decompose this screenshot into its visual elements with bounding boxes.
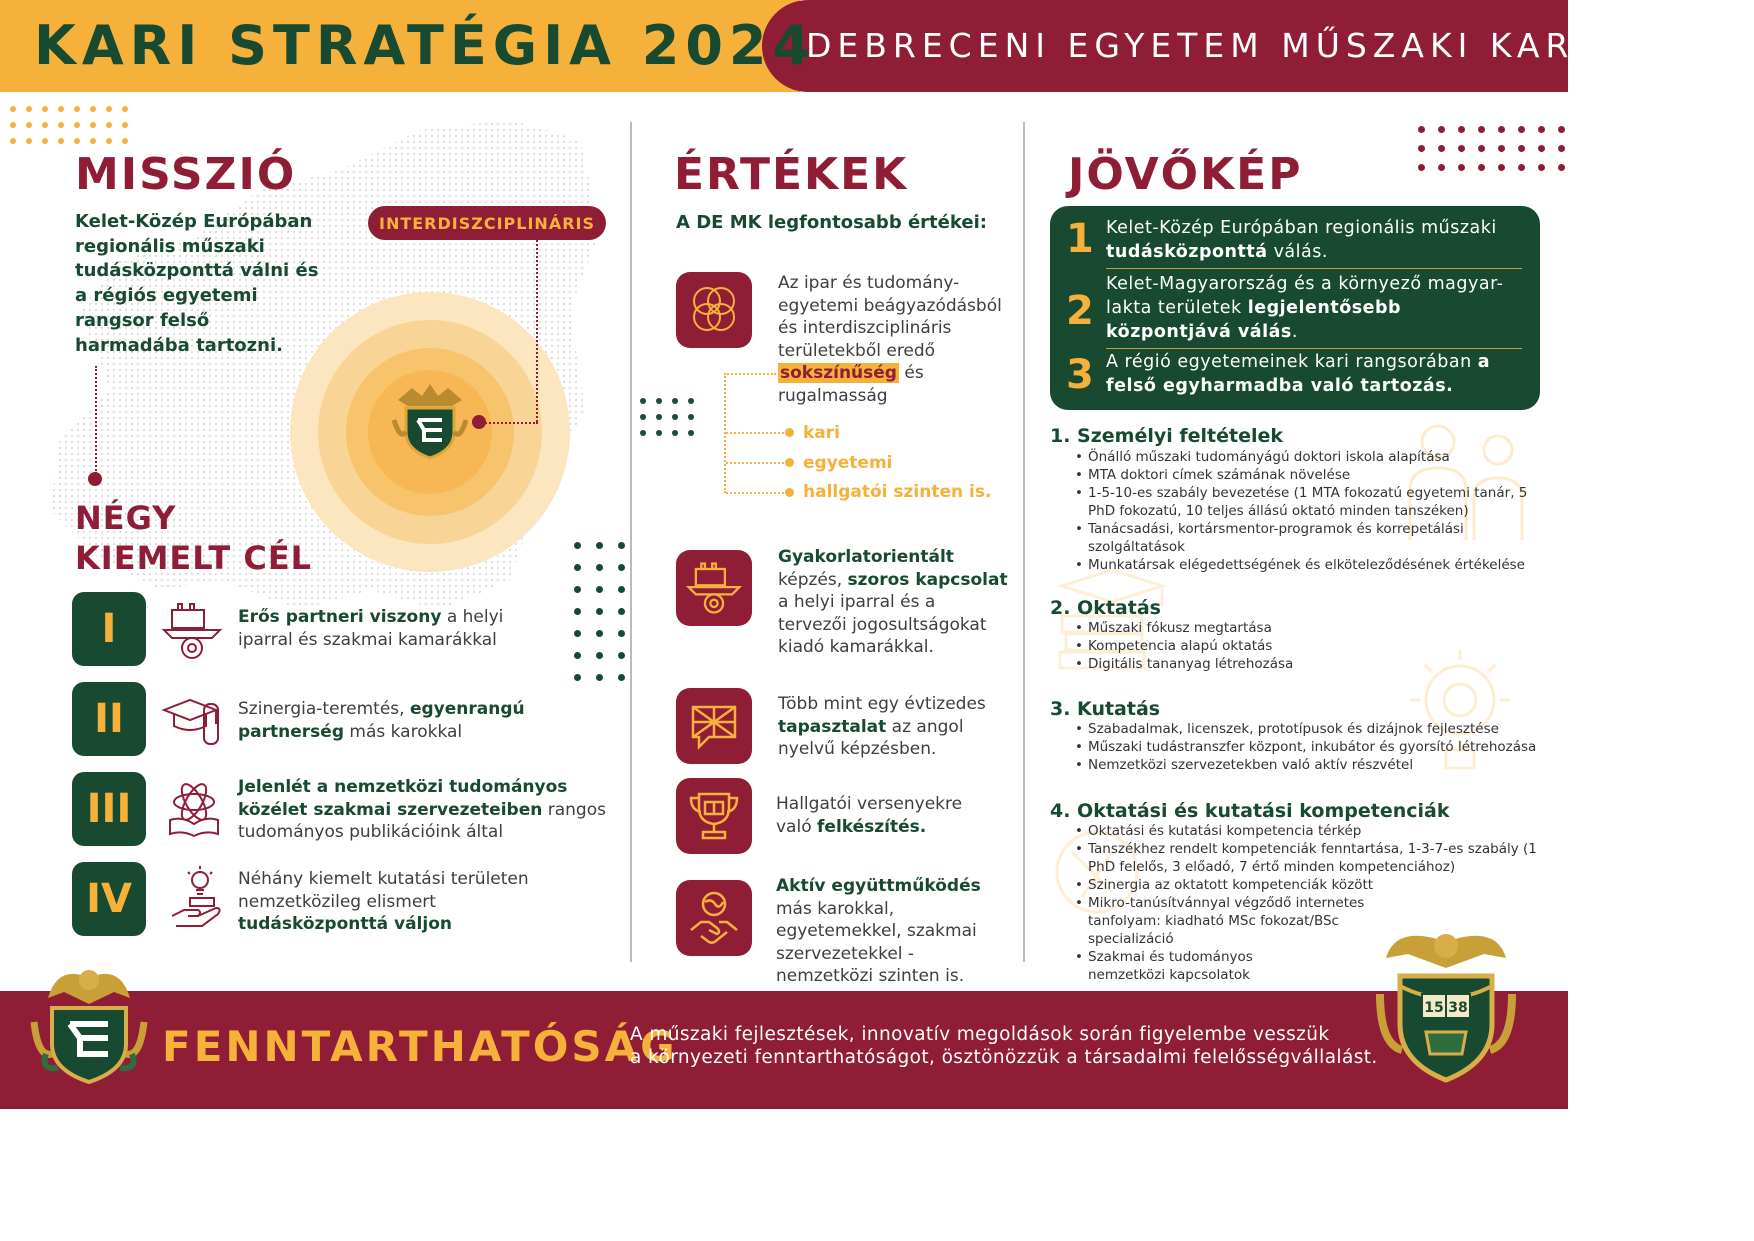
goal-3-bold1: Jelenlét a nemzetközi tudományos közélet szakmai szervezeteiben	[238, 777, 568, 820]
goal-3-numeral: III	[72, 772, 146, 846]
goal-1-numeral: I	[72, 592, 146, 666]
trophy-book-icon	[687, 788, 741, 844]
value-3-text1: Több mint egy évtizedes	[778, 694, 986, 714]
goal-2-numeral: II	[72, 682, 146, 756]
value-2-icon-box	[676, 550, 752, 626]
value-1-icon-box	[676, 272, 752, 348]
goal-1-text	[238, 606, 528, 651]
value-5-icon-box	[676, 880, 752, 956]
vision-section-2-item: • Kompetencia alapú oktatás	[1074, 637, 1544, 655]
vision-1-post: válás.	[1267, 242, 1328, 262]
values-subheading: A DE MK legfontosabb értékei:	[676, 212, 987, 233]
value-5-rest: más karokkal, egyetemekkel, szakmai szervezetekkel - nemzetközi szinten is.	[776, 898, 977, 986]
overlapping-circles-icon	[685, 281, 743, 339]
value-4-bold: felkészítés.	[817, 816, 927, 837]
hand-lightbulb-icon	[168, 866, 224, 930]
value-4-text1: Hallgatói versenyekre való	[776, 794, 963, 837]
level-1-label: kari	[803, 423, 840, 443]
vision-section-3-title: 3. Kutatás	[1050, 698, 1161, 720]
badge-connector-vertical	[536, 240, 538, 422]
vision-2-bold: legjelentősebb központjává válás	[1106, 298, 1402, 342]
vision-section-2-item: • Digitális tananyag létrehozása	[1074, 655, 1544, 673]
vision-section-3-item: • Nemzetközi szervezetekben való aktív részvétel	[1074, 756, 1554, 774]
footer-text-line1: A műszaki fejlesztések, innovatív megoldások során figyelembe vesszük	[630, 1024, 1330, 1045]
vision-section-1-item: • MTA doktori címek számának növelése	[1074, 466, 1544, 484]
column-divider-2	[1023, 122, 1025, 962]
vision-section-4-title: 4. Oktatási és kutatási kompetenciák	[1050, 800, 1450, 822]
vision-section-1-item: • Önálló műszaki tudományágú doktori iskola alapítása	[1074, 448, 1544, 466]
value-5-text	[776, 875, 1016, 988]
vision-section-4-item: • Szinergia az oktatott kompetenciák között	[1074, 876, 1544, 894]
vision-1-pre: Kelet-Közép Európában regionális műszaki	[1106, 218, 1497, 238]
dot-grid-mid-center	[640, 398, 704, 436]
vision-3-pre: A régió egyetemeinek kari rangsorában	[1106, 352, 1478, 372]
vision-section-2-list	[1074, 619, 1544, 673]
level-3-connector	[726, 492, 788, 494]
value-1-post: és rugalmasság	[778, 363, 924, 406]
column-divider-1	[630, 122, 632, 962]
vision-heading: JÖVŐKÉP	[1068, 149, 1303, 200]
vision-2-post: .	[1291, 322, 1298, 342]
dot-grid-top-right	[1418, 126, 1578, 171]
faculty-crest-icon	[392, 380, 468, 460]
book-atom-icon	[164, 780, 224, 840]
vision-2-pre: Kelet-Magyarország és a környező magyar-lakta területek	[1106, 274, 1504, 318]
vision-2-number: 2	[1066, 288, 1094, 334]
value-3-bold: tapasztalat	[778, 716, 887, 737]
graduation-cap-diploma-icon	[160, 694, 224, 748]
goal-4-numeral: IV	[72, 862, 146, 936]
seal-year-right: 38	[1448, 1000, 1468, 1016]
value-2-text2: a helyi iparral és a tervezői jogosultságokat kiadó kamarákkal.	[778, 592, 987, 657]
vision-2-text	[1106, 272, 1522, 344]
vision-3-text	[1106, 350, 1522, 398]
goal-4-text	[238, 868, 538, 936]
page-title: KARI STRATÉGIA 2024	[34, 14, 817, 77]
vision-3-bold: a felső egyharmadba való tartozás.	[1106, 352, 1491, 396]
value-3-icon-box	[676, 688, 752, 764]
goal-3-text1: rangos tudományos publikációink által	[238, 799, 606, 842]
goal-2-text2: más karokkal	[343, 721, 463, 742]
vision-section-1-title: 1. Személyi feltételek	[1050, 425, 1284, 447]
vision-section-4-item: • Oktatási és kutatási kompetencia térkép	[1074, 822, 1544, 840]
vision-1-text	[1106, 216, 1526, 264]
industry-gear-icon	[160, 600, 224, 662]
target-point	[472, 415, 486, 429]
vision-section-4-item: • Mikro-tanúsítvánnyal végződő internetes tanfolyam: kiadható MSc fokozat/BSc specializáció	[1074, 894, 1388, 948]
goal-2-text1: Szinergia-teremtés,	[238, 699, 410, 719]
goals-heading	[75, 498, 312, 578]
value-2-bold1: Gyakorlatorientált	[778, 547, 954, 567]
vision-section-2-item: • Műszaki fókusz megtartása	[1074, 619, 1544, 637]
goal-2-text	[238, 698, 528, 743]
vision-section-4-item: • Szakmai és tudományos nemzetközi kapcsolatok	[1074, 948, 1278, 984]
level-1-dot	[785, 428, 794, 437]
globe-handshake-icon	[687, 890, 741, 946]
levels-connector-top	[724, 373, 776, 375]
goal-4-text1: Néhány kiemelt kutatási területen nemzetközileg elismert	[238, 869, 529, 912]
value-1-text	[778, 272, 1008, 407]
goal-4-bold2: tudásközponttá váljon	[238, 914, 452, 934]
vision-section-4-item: • Tanszékhez rendelt kompetenciák fenntartása, 1-3-7-es szabály (1 PhD felelős, 3 előadó, 7 értő minden kompetenciához)	[1074, 840, 1544, 876]
page-subtitle: DEBRECENI EGYETEM MŰSZAKI KAR	[806, 26, 1575, 65]
footer-text-line2: a környezeti fenntarthatóságot, ösztönözzük a társadalmi felelősségvállalást.	[630, 1047, 1378, 1068]
interdisciplinary-badge	[368, 206, 606, 240]
value-1-highlight: sokszínűség	[780, 363, 897, 383]
value-1-pre: Az ipar és tudomány-egyetemi beágyazódásból és interdiszciplináris területekből eredő	[778, 273, 1002, 361]
value-4-text	[776, 793, 986, 838]
footer-title: FENNTARTHATÓSÁG	[162, 1022, 678, 1071]
vision-section-3-list	[1074, 720, 1554, 774]
value-2-text1: képzés,	[778, 569, 848, 590]
missio-connector-vertical	[95, 366, 97, 474]
missio-text: Kelet-Közép Európában regionális műszaki tudásközponttá válni és a régiós egyetemi rangsor felső harmadába tartozni.	[75, 211, 319, 356]
goal-3-text	[238, 776, 618, 844]
footer-text	[630, 1023, 1378, 1069]
vision-separator-1	[1106, 268, 1522, 269]
value-3-text	[778, 693, 1008, 761]
vision-section-1-item: • Munkatársak elégedettségének és elköteleződésének értékelése	[1074, 556, 1544, 574]
level-3-dot	[785, 488, 794, 497]
values-heading: ÉRTÉKEK	[674, 149, 909, 200]
vision-3-number: 3	[1066, 352, 1094, 398]
level-2-dot	[785, 458, 794, 467]
vision-separator-2	[1106, 348, 1522, 349]
uk-flag-speech-icon	[687, 699, 741, 753]
faculty-crest-footer-icon	[28, 958, 150, 1086]
missio-connector-point	[88, 472, 102, 486]
value-2-bold2: szoros kapcsolat	[847, 569, 1008, 590]
goals-heading-line2: KIEMELT CÉL	[75, 539, 313, 577]
badge-connector-horizontal	[482, 422, 538, 424]
level-3-label: hallgatói szinten is.	[803, 482, 992, 502]
goal-1-bold1: Erős partneri viszony	[238, 607, 442, 627]
level-2-connector	[726, 462, 788, 464]
vision-section-2-title: 2. Oktatás	[1050, 597, 1161, 619]
vision-section-1-list	[1074, 448, 1544, 574]
level-1-connector	[726, 432, 788, 434]
value-4-icon-box	[676, 778, 752, 854]
seal-year-left: 15	[1424, 1000, 1444, 1016]
level-2-label: egyetemi	[803, 453, 893, 473]
vision-section-1-item: • 1-5-10-es szabály bevezetése (1 MTA fokozatú egyetemi tanár, 5 PhD fokozatú, 10 teljes állású oktató minden tanszéken)	[1074, 484, 1544, 520]
vision-section-3-item: • Műszaki tudástranszfer központ, inkubátor és gyorsító létrehozása	[1074, 738, 1554, 756]
missio-heading: MISSZIÓ	[75, 149, 297, 200]
value-5-bold: Aktív együttműködés	[776, 876, 981, 896]
vision-section-3-item: • Szabadalmak, licenszek, prototípusok és dizájnok fejlesztése	[1074, 720, 1554, 738]
vision-section-1-item: • Tanácsadási, kortársmentor-programok és korrepetálási szolgáltatások	[1074, 520, 1544, 556]
goal-1-text1: a helyi iparral és szakmai kamarákkal	[238, 607, 504, 650]
vision-1-number: 1	[1066, 216, 1094, 262]
value-3-text2: az angol nyelvű képzésben.	[778, 716, 964, 759]
industry-gear-icon	[685, 559, 743, 617]
goals-heading-line1: NÉGY	[75, 499, 177, 537]
interdisciplinary-badge-label: INTERDISZCIPLINÁRIS	[378, 213, 595, 233]
university-seal-icon	[1366, 924, 1526, 1086]
goal-2-bold2: egyenrangú partnerség	[238, 699, 525, 742]
vision-1-bold: tudásközponttá	[1106, 242, 1268, 262]
value-2-text	[778, 546, 1008, 659]
